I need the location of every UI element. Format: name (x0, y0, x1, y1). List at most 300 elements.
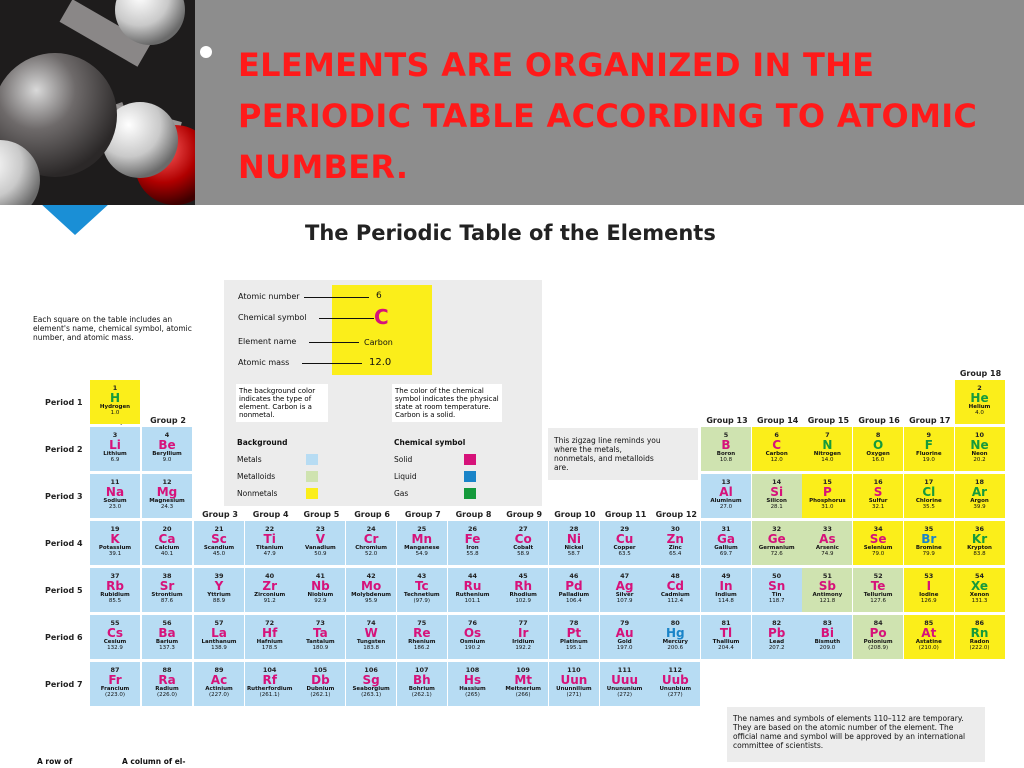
element-cell (752, 474, 802, 518)
element-mass: 63.5 (618, 551, 631, 557)
element-name: Silver (615, 592, 634, 598)
group-label: Group 4 (252, 510, 289, 519)
element-mass: 101.1 (464, 598, 481, 604)
blue-arrow-icon (40, 205, 160, 243)
element-number: 23 (315, 525, 325, 533)
element-number: 13 (721, 478, 731, 486)
element-name: Polonium (863, 639, 893, 645)
element-name: Thallium (712, 639, 740, 645)
element-cell (701, 521, 751, 565)
element-number: 4 (164, 431, 170, 439)
row-callout: A row of (37, 757, 73, 766)
element-cell (346, 568, 396, 612)
element-symbol: S (873, 485, 883, 499)
key-leader-line (309, 342, 359, 343)
element-mass: (271) (566, 692, 582, 698)
element-symbol: Ru (463, 579, 482, 593)
element-number: 24 (366, 525, 376, 533)
element-mass: 10.8 (719, 457, 733, 463)
element-mass: (222.0) (969, 645, 990, 651)
legend-background-heading: Background (237, 438, 288, 447)
element-mass: (266) (515, 692, 531, 698)
element-mass: 28.1 (770, 504, 783, 510)
element-number: 105 (313, 666, 328, 674)
element-mass: 95.9 (364, 598, 378, 604)
element-mass: 14.0 (821, 457, 834, 463)
element-number: 75 (417, 619, 427, 627)
element-number: 33 (822, 525, 832, 533)
element-symbol: Po (869, 626, 887, 640)
element-number: 73 (315, 619, 325, 627)
element-name: Rhenium (408, 639, 436, 645)
element-mass: 55.8 (466, 551, 479, 557)
element-symbol: N (822, 438, 833, 452)
key-symbol: C (374, 305, 389, 329)
element-symbol: Sg (362, 673, 380, 687)
element-number: 79 (620, 619, 630, 627)
element-cell (752, 427, 802, 471)
element-name: Titanium (255, 545, 284, 551)
element-name: Antimony (812, 592, 843, 598)
element-mass: 1.0 (110, 410, 120, 416)
element-mass: 195.1 (566, 645, 582, 651)
element-number: 50 (772, 572, 782, 580)
element-symbol: Ti (263, 532, 276, 546)
element-mass: 69.7 (719, 551, 733, 557)
legend-liquid: Liquid (394, 472, 417, 481)
element-cell (142, 568, 192, 612)
element-symbol: Hs (463, 673, 482, 687)
element-symbol: Tc (414, 579, 429, 593)
element-number: 111 (617, 666, 632, 674)
element-number: 108 (465, 666, 480, 674)
group-label: Group 18 (959, 369, 1002, 378)
element-symbol: Pb (767, 626, 786, 640)
element-cell (142, 474, 192, 518)
element-cell (904, 568, 954, 612)
element-name: Chromium (355, 545, 387, 551)
element-symbol: Mo (361, 579, 382, 593)
element-number: 29 (620, 525, 630, 533)
liquid-swatch (464, 471, 476, 482)
element-number: 80 (670, 619, 680, 627)
element-symbol: Sc (211, 532, 227, 546)
element-cell (701, 474, 751, 518)
element-number: 11 (110, 478, 120, 486)
element-symbol: Uun (560, 673, 588, 687)
element-number: 1 (112, 384, 118, 392)
element-name: Aluminum (710, 498, 742, 504)
element-cell (142, 427, 192, 471)
element-number: 37 (110, 572, 120, 580)
element-cell (295, 568, 345, 612)
element-symbol: Al (719, 485, 733, 499)
element-mass: (261.1) (259, 692, 280, 698)
element-number: 77 (518, 619, 528, 627)
element-symbol: Mn (411, 532, 433, 546)
legend-metalloids: Metalloids (237, 472, 276, 481)
element-cell (90, 380, 140, 424)
element-name: Sulfur (868, 498, 888, 504)
element-mass: 92.9 (314, 598, 327, 604)
bottom-note-text: The names and symbols of elements 110–112 are temporary. They are based on the atomic number of the element. The official name and symbol will be approved by an international committee of scientists. (733, 714, 966, 750)
element-cell (853, 474, 903, 518)
element-symbol: Ra (158, 673, 176, 687)
element-cell (600, 615, 650, 659)
element-number: 112 (668, 666, 683, 674)
element-cell (90, 615, 140, 659)
element-mass: 12.0 (770, 457, 783, 463)
element-number: 45 (518, 572, 528, 580)
element-name: Selenium (863, 545, 893, 551)
element-name: Ununbium (659, 686, 692, 692)
element-number: 86 (974, 619, 985, 627)
element-number: 21 (214, 525, 224, 533)
element-number: 7 (825, 431, 830, 439)
element-name: Phosphorus (809, 498, 846, 504)
element-mass: 131.3 (971, 598, 988, 604)
element-symbol: Zn (666, 532, 684, 546)
element-name: Germanium (758, 545, 795, 551)
element-symbol: Au (615, 626, 634, 640)
element-name: Rubidium (100, 592, 130, 598)
element-cell (397, 662, 447, 706)
element-number: 5 (723, 431, 729, 439)
element-mass: 74.9 (821, 551, 834, 557)
slide-headline: ELEMENTS ARE ORGANIZED IN THE PERIODIC TABLE ACCORDING TO ATOMIC NUMBER. (238, 46, 978, 186)
element-symbol: He (970, 391, 989, 405)
legend-nonmetals: Nonmetals (237, 489, 278, 498)
element-cell (904, 474, 954, 518)
element-cell (194, 615, 244, 659)
zigzag-note (548, 428, 698, 480)
element-symbol: Tl (719, 626, 733, 640)
element-cell (549, 568, 599, 612)
element-cell (955, 568, 1005, 612)
legend-gas: Gas (394, 489, 409, 498)
element-cell (448, 615, 498, 659)
element-mass: (265) (465, 692, 480, 698)
element-mass: 9.0 (162, 457, 172, 463)
legend-symbol-heading: Chemical symbol (394, 438, 466, 447)
element-cell (346, 521, 396, 565)
period-label: Period 2 (45, 445, 83, 454)
element-number: 83 (822, 619, 832, 627)
element-cell (194, 568, 244, 612)
group-label: Group 12 (655, 510, 697, 519)
nonmetal-swatch (306, 488, 318, 499)
element-symbol: Y (214, 579, 224, 593)
element-number: 16 (873, 478, 883, 486)
element-cell (194, 662, 244, 706)
element-symbol: Br (921, 532, 937, 546)
element-name: Potassium (98, 545, 132, 551)
element-symbol: Hg (665, 626, 685, 640)
element-cell (853, 568, 903, 612)
element-cell (650, 568, 700, 612)
element-cell (194, 521, 244, 565)
element-number: 49 (721, 572, 731, 580)
element-symbol: La (211, 626, 227, 640)
element-name: Actinium (205, 686, 233, 692)
element-symbol: Li (109, 438, 121, 452)
element-symbol: Cr (363, 532, 379, 546)
element-mass: 209.0 (819, 645, 836, 651)
element-name: Dubnium (306, 686, 335, 692)
element-mass: 207.2 (768, 645, 785, 651)
element-cell (90, 427, 140, 471)
bottom-note (727, 707, 985, 762)
element-symbol: Na (105, 485, 125, 499)
element-mass: (227.0) (208, 692, 230, 698)
figure-title: The Periodic Table of the Elements (305, 221, 716, 245)
element-name: Copper (613, 545, 636, 551)
element-number: 46 (569, 572, 579, 580)
element-number: 82 (772, 619, 782, 627)
key-atomic-number: 6 (376, 291, 382, 301)
element-cell (600, 568, 650, 612)
element-mass: 87.6 (160, 598, 174, 604)
element-cell (650, 521, 700, 565)
element-symbol: Rh (514, 579, 533, 593)
element-number: 9 (926, 431, 932, 439)
element-name: Nickel (564, 545, 584, 551)
element-cell (853, 427, 903, 471)
element-symbol: Ir (517, 626, 529, 640)
element-name: Gold (617, 639, 632, 645)
period-label: Period 4 (45, 539, 83, 548)
element-mass: 112.4 (667, 598, 684, 604)
element-mass: 58.9 (517, 551, 530, 557)
element-mass: 138.9 (211, 645, 227, 651)
element-number: 85 (924, 619, 934, 627)
element-cell (701, 615, 751, 659)
element-name: Rutherfordium (246, 686, 293, 692)
element-name: Cesium (103, 639, 127, 645)
element-name: Molybdenum (351, 592, 392, 598)
element-symbol: Db (311, 673, 330, 687)
element-number: 2 (977, 384, 982, 392)
element-symbol: Ac (210, 673, 228, 687)
period-label: Period 1 (45, 398, 83, 407)
element-mass: 126.9 (920, 598, 937, 604)
group-label: Group 16 (858, 416, 900, 425)
element-name: Bohrium (408, 686, 435, 692)
element-mass: 197.0 (616, 645, 633, 651)
element-cell (295, 662, 345, 706)
element-mass: 27.0 (719, 504, 733, 510)
element-mass: 58.7 (567, 551, 581, 557)
group-label: Group 2 (150, 416, 186, 425)
element-symbol: Re (413, 626, 431, 640)
element-number: 51 (822, 572, 832, 580)
key-leader-line (304, 297, 369, 298)
key-atomic-number-label: Atomic number (238, 292, 300, 301)
element-cell (600, 521, 650, 565)
element-symbol: F (924, 438, 933, 452)
element-name: Tin (771, 592, 782, 598)
element-name: Iodine (919, 592, 939, 598)
element-mass: (226.0) (156, 692, 178, 698)
element-cell (549, 521, 599, 565)
element-number: 38 (162, 572, 172, 580)
element-mass: 83.8 (973, 551, 986, 557)
element-name: Hafnium (256, 639, 283, 645)
element-mass: 137.3 (159, 645, 175, 651)
element-mass: (262.1) (310, 692, 331, 698)
element-cell (90, 474, 140, 518)
element-name: Vanadium (305, 545, 336, 551)
element-cell (955, 521, 1005, 565)
element-name: Niobium (307, 592, 334, 598)
element-symbol: Cs (107, 626, 123, 640)
group-label: Group 13 (706, 416, 748, 425)
element-cell (448, 521, 498, 565)
element-cell (650, 615, 700, 659)
group-label: Group 17 (909, 416, 951, 425)
element-symbol: Bi (820, 626, 835, 640)
key-chemical-symbol-label: Chemical symbol (238, 313, 307, 322)
element-symbol: In (719, 579, 733, 593)
element-number: 14 (772, 478, 782, 486)
element-cell (802, 568, 852, 612)
element-symbol: V (315, 532, 326, 546)
element-mass: 118.7 (768, 598, 785, 604)
element-mass: 102.9 (515, 598, 532, 604)
element-cell (701, 427, 751, 471)
element-mass: 79.0 (871, 551, 885, 557)
element-number: 31 (721, 525, 731, 533)
molecule-illustration (0, 0, 195, 205)
element-name: Iridium (512, 639, 535, 645)
element-symbol: Cu (615, 532, 634, 546)
element-mass: 39.9 (973, 504, 986, 510)
element-number: 15 (822, 478, 832, 486)
element-mass: 52.0 (364, 551, 378, 557)
element-cell (650, 662, 700, 706)
element-mass: 88.9 (212, 598, 226, 604)
element-number: 41 (315, 572, 325, 580)
element-cell (90, 568, 140, 612)
element-cell (701, 568, 751, 612)
element-number: 19 (110, 525, 120, 533)
period-label: Period 7 (45, 680, 83, 689)
element-symbol: Kr (971, 532, 988, 546)
element-symbol: P (822, 485, 832, 499)
element-number: 87 (110, 666, 120, 674)
element-symbol: At (921, 626, 937, 640)
element-number: 74 (366, 619, 376, 627)
element-mass: 107.9 (616, 598, 633, 604)
element-mass: (277) (667, 692, 683, 698)
element-symbol: Sr (159, 579, 175, 593)
element-mass: (263.1) (361, 692, 382, 698)
legend-metals: Metals (237, 455, 262, 464)
element-cell (802, 474, 852, 518)
group-label: Group 15 (807, 416, 850, 425)
element-number: 107 (415, 666, 429, 674)
element-cell (904, 521, 954, 565)
element-mass: 204.4 (718, 645, 734, 651)
element-symbol: Rf (262, 673, 277, 687)
element-name: Boron (716, 451, 736, 457)
element-name: Gallium (714, 545, 738, 551)
element-name: Radium (155, 686, 179, 692)
element-symbol: Sb (818, 579, 836, 593)
element-mass: 200.6 (667, 645, 684, 651)
element-number: 28 (569, 525, 579, 533)
element-number: 104 (262, 666, 277, 674)
element-name: Cobalt (513, 545, 534, 551)
element-symbol: O (872, 438, 884, 452)
element-number: 12 (162, 478, 172, 486)
element-name: Helium (968, 404, 991, 410)
element-mass: 192.2 (515, 645, 532, 651)
element-cell (295, 615, 345, 659)
element-name: Meitnerium (505, 686, 541, 692)
element-number: 84 (873, 619, 883, 627)
element-name: Tellurium (863, 592, 893, 598)
element-cell (802, 615, 852, 659)
element-mass: 20.2 (973, 457, 986, 463)
element-symbol: Ta (313, 626, 328, 640)
element-symbol: Sn (768, 579, 786, 593)
element-cell (245, 615, 295, 659)
element-symbol: Fr (108, 673, 122, 687)
element-symbol: Ca (158, 532, 176, 546)
element-mass: 72.6 (770, 551, 783, 557)
element-symbol: Ga (717, 532, 735, 546)
element-cell (853, 521, 903, 565)
element-name: Strontium (151, 592, 183, 598)
element-number: 88 (162, 666, 172, 674)
element-number: 52 (873, 572, 883, 580)
element-cell (142, 615, 192, 659)
element-cell (245, 568, 295, 612)
element-number: 110 (567, 666, 581, 674)
element-cell (295, 521, 345, 565)
element-symbol: Ge (767, 532, 786, 546)
element-mass: (97.9) (413, 598, 431, 604)
element-number: 48 (670, 572, 680, 580)
element-symbol: Cl (922, 485, 936, 499)
element-mass: (272) (617, 692, 632, 698)
symbol-note: The color of the chemical symbol indicates the physical state at room temperature. Carbon is a solid. (392, 384, 502, 422)
element-number: 32 (772, 525, 782, 533)
element-name: Ruthenium (455, 592, 490, 598)
element-mass: (223.0) (104, 692, 126, 698)
element-name: Ununnilium (556, 686, 592, 692)
element-cell (448, 568, 498, 612)
element-number: 56 (162, 619, 172, 627)
element-name: Krypton (967, 545, 992, 551)
key-mass: 12.0 (369, 357, 392, 368)
element-mass: 6.9 (110, 457, 120, 463)
group-label: Group 9 (506, 510, 543, 519)
element-symbol: K (110, 532, 120, 546)
element-name: Platinum (560, 639, 588, 645)
element-name: Calcium (154, 545, 180, 551)
element-symbol: Si (770, 485, 784, 499)
periodic-table-figure (0, 205, 1024, 768)
key-element-name-label: Element name (238, 337, 297, 346)
element-name: Arsenic (815, 545, 839, 551)
element-cell (802, 427, 852, 471)
element-cell (955, 474, 1005, 518)
element-mass: (210.0) (918, 645, 939, 651)
element-name: Sodium (103, 498, 127, 504)
element-number: 89 (214, 666, 224, 674)
